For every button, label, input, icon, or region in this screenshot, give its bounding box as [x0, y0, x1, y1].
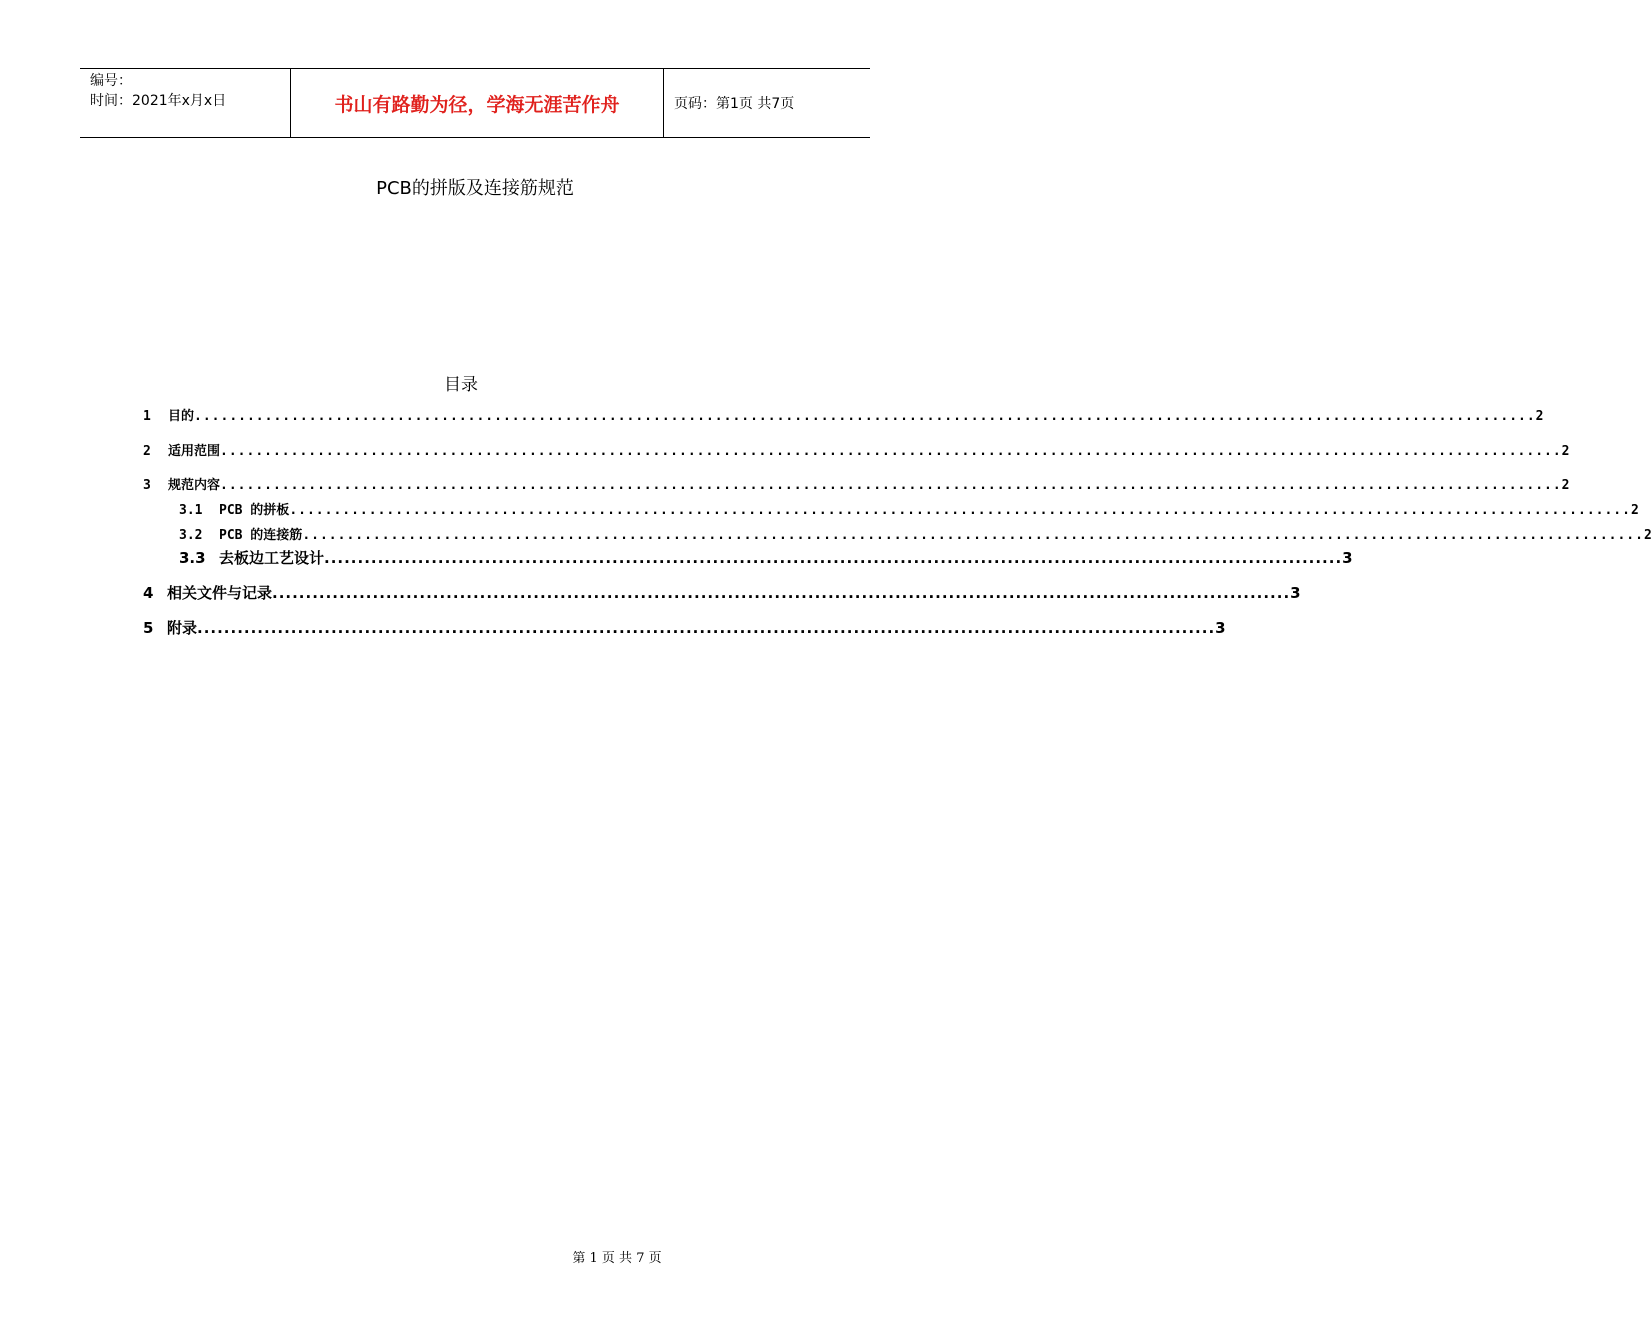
toc-entry[interactable]	[143, 440, 1570, 459]
toc-entry-number: 2	[143, 444, 151, 459]
toc-title: 目录	[444, 375, 478, 395]
document-title: PCB的拼版及连接筋规范	[376, 178, 574, 199]
toc-entry[interactable]	[143, 582, 1301, 603]
toc-entry-label: 相关文件与记录	[167, 584, 273, 602]
toc-entry-label: 规范内容	[168, 478, 221, 493]
toc-entry-page: 3	[1342, 549, 1353, 567]
toc-leader-dots: ........................................................................................................................................................	[324, 549, 1343, 567]
header-motto: 书山有路勤为径，学海无涯苦作舟	[291, 69, 664, 137]
page-footer: 第 1 页 共 7 页	[572, 1251, 662, 1266]
toc-leader-dots: ........................................................................................................................................................	[272, 584, 1291, 602]
toc-entry[interactable]	[143, 499, 1639, 518]
toc-entry-label: PCB 的连接筋	[219, 528, 303, 543]
toc-entry-number: 1	[143, 409, 151, 424]
header-page-info: 页码：第1页 共7页	[674, 96, 795, 112]
toc-entry[interactable]	[143, 547, 1353, 568]
toc-entry-page: 2	[1535, 409, 1544, 424]
toc-entry-number: 5	[143, 619, 154, 637]
toc-leader-dots: ........................................................................................................................................................	[220, 478, 1562, 493]
toc-entry[interactable]	[143, 617, 1226, 638]
toc-leader-dots: ........................................................................................................................................................	[197, 619, 1216, 637]
page-header	[80, 68, 870, 138]
toc-entry-page: 2	[1630, 503, 1639, 518]
toc-entry-page: 3	[1215, 619, 1226, 637]
toc-entry-label: PCB 的拼板	[219, 503, 290, 518]
toc-entry-label: 目的	[168, 409, 195, 424]
toc-entry-label: 适用范围	[168, 444, 221, 459]
serial-number-label: 编号：	[90, 73, 132, 89]
time-label: 时间：2021年x月x日	[90, 93, 227, 109]
toc-entry-label: 附录	[167, 619, 198, 637]
header-meta-cell	[80, 69, 291, 137]
toc-entry-number: 3	[143, 478, 151, 493]
toc-leader-dots: ........................................................................................................................................................	[220, 444, 1562, 459]
toc-entry-page: 3	[1290, 584, 1301, 602]
toc-entry-number: 3.2	[179, 528, 203, 543]
toc-entry[interactable]	[143, 524, 1652, 543]
toc-entry-number: 3.3	[179, 549, 206, 567]
toc-leader-dots: ........................................................................................................................................................	[194, 409, 1536, 424]
toc-entry-label: 去板边工艺设计	[219, 549, 325, 567]
toc-leader-dots: ........................................................................................................................................................	[302, 528, 1644, 543]
toc-entry-page: 2	[1561, 478, 1570, 493]
toc-leader-dots: ........................................................................................................................................................	[289, 503, 1631, 518]
toc-entry[interactable]	[143, 405, 1544, 424]
toc-entry-number: 3.1	[179, 503, 203, 518]
toc-entry-number: 4	[143, 584, 154, 602]
toc-entry-page: 2	[1561, 444, 1570, 459]
toc-entry-page: 2	[1643, 528, 1652, 543]
toc-entry[interactable]	[143, 474, 1570, 493]
